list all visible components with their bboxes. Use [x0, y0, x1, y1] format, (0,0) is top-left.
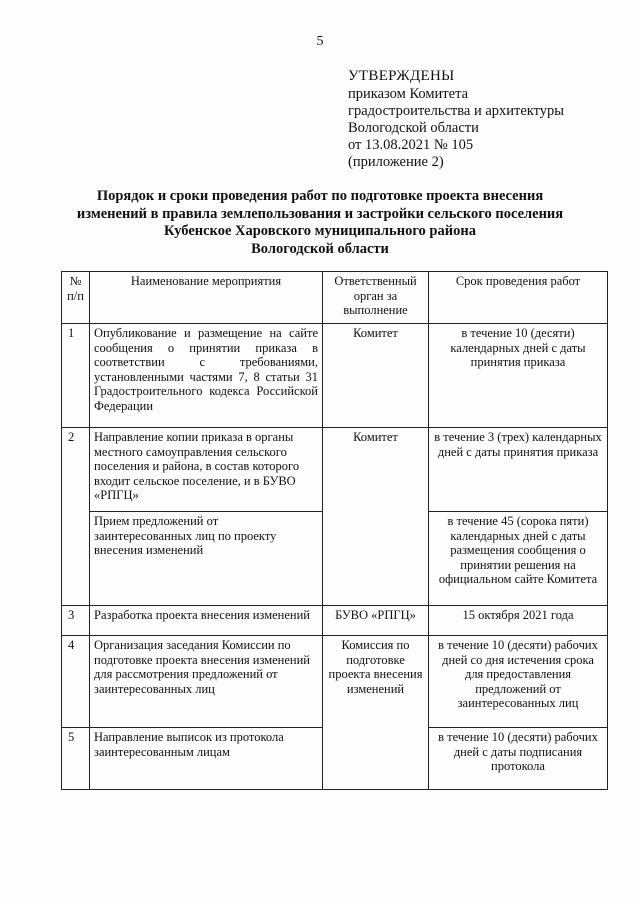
cell-responsible: Комитет	[323, 428, 429, 512]
table-row	[62, 324, 608, 428]
cell-num: 4	[62, 636, 90, 728]
cell-responsible: БУВО «РПГЦ»	[323, 606, 429, 636]
cell-responsible: Комиссия по подготовке проекта внесения изменений	[323, 636, 429, 728]
cell-name: Направление выписок из протокола заинтересованным лицам	[90, 728, 323, 790]
cell-term: в течение 10 (десяти) рабочих дней со дня истечения срока для предоставления предложений от заинтересованных лиц	[429, 636, 608, 728]
header-term: Срок проведения работ	[429, 272, 608, 324]
cell-name: Организация заседания Комиссии по подготовке проекта внесения изменений для рассмотрения предложений от заинтересованных лиц	[90, 636, 323, 728]
cell-term: в течение 10 (десяти) календарных дней с даты принятия приказа	[429, 324, 608, 428]
title-line: Кубенское Харовского муниципального района	[164, 223, 476, 239]
approval-line: приказом Комитета	[348, 86, 469, 102]
cell-responsible: Комитет	[323, 324, 429, 428]
approval-heading: УТВЕРЖДЕНЫ	[348, 68, 455, 84]
cell-name: Прием предложений от заинтересованных лиц по проекту внесения изменений	[90, 512, 323, 606]
table-row	[62, 428, 608, 512]
cell-num: 2	[62, 428, 90, 512]
cell-term: в течение 45 (сорока пяти) календарных дней с даты размещения сообщения о принятии решения на официальном сайте Комитета	[429, 512, 608, 606]
cell-responsible	[323, 728, 429, 790]
approval-line: (приложение 2)	[348, 154, 444, 170]
title-line: Вологодской области	[251, 240, 389, 257]
approval-stamp	[348, 68, 564, 171]
cell-name: Разработка проекта внесения изменений	[90, 606, 323, 636]
cell-responsible	[323, 512, 429, 606]
approval-line: от 13.08.2021 № 105	[348, 137, 474, 153]
approval-line: градостроительства и архитектуры	[348, 103, 565, 119]
schedule-table	[61, 271, 608, 790]
cell-name: Направление копии приказа в органы местного самоуправления сельского поселения и района, в состав которого входит сельское поселение, и в БУВО «РПГЦ»	[90, 428, 323, 512]
table-row	[62, 606, 608, 636]
approval-line: Вологодской области	[348, 120, 479, 136]
title-line: изменений в правила землепользования и застройки сельского поселения	[76, 205, 564, 222]
table-header-row	[62, 272, 608, 324]
cell-term: 15 октября 2021 года	[429, 606, 608, 636]
title-line: Порядок и сроки проведения работ по подготовке проекта внесения	[96, 188, 544, 204]
header-name: Наименование мероприятия	[90, 272, 323, 324]
cell-num: 1	[62, 324, 90, 428]
cell-num: 5	[62, 728, 90, 790]
cell-term: в течение 10 (десяти) рабочих дней с даты подписания протокола	[429, 728, 608, 790]
table-row	[62, 512, 608, 606]
cell-num	[62, 512, 90, 606]
table-row	[62, 636, 608, 728]
cell-num: 3	[62, 606, 90, 636]
cell-name: Опубликование и размещение на сайте сообщения о принятии приказа в соответствии с требованиями, установленными частями 7, 8 статьи 31 Градостроительного кодекса Российской Федерации	[90, 324, 323, 428]
header-responsible: Ответственный орган за выполнение	[323, 272, 429, 324]
table-row	[62, 728, 608, 790]
header-num: № п/п	[62, 272, 90, 324]
cell-term: в течение 3 (трех) календарных дней с даты принятия приказа	[429, 428, 608, 512]
document-title	[40, 188, 600, 258]
page-number: 5	[316, 34, 324, 49]
